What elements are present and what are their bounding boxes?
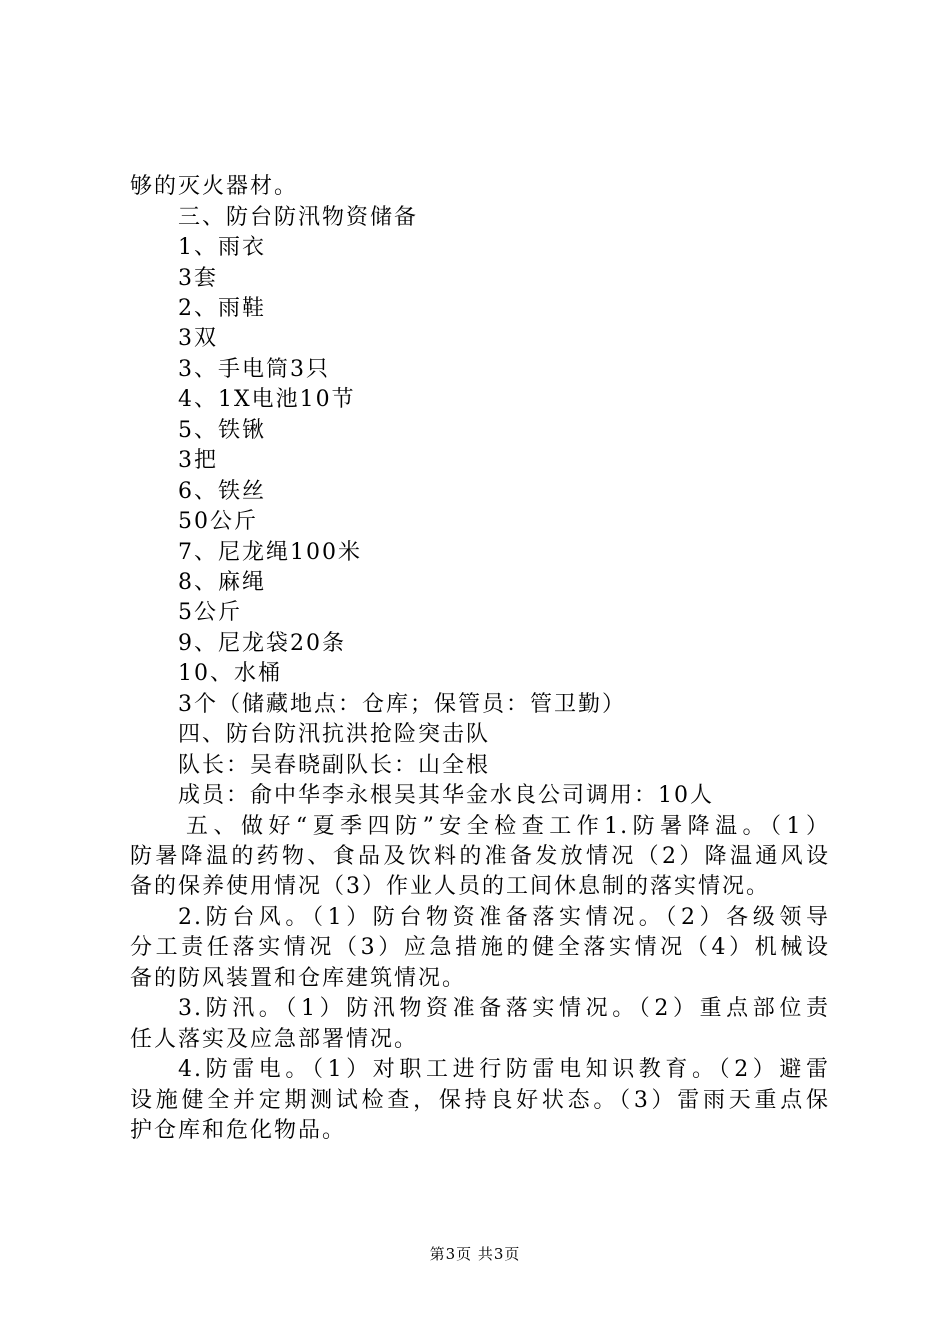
text-line: 2、雨鞋 — [178, 296, 266, 321]
text-line: 5、铁锹 — [178, 418, 266, 443]
text-line: 3把 — [178, 448, 218, 473]
text-line: 3.防汛。（1）防汛物资准备落实情况。（2）重点部位责 — [178, 996, 830, 1021]
text-line: 设施健全并定期测试检查，保持良好状态。（3）雷雨天重点保 — [130, 1088, 830, 1113]
text-line: 4.防雷电。（1）对职工进行防雷电知识教育。（2）避雷 — [178, 1057, 830, 1082]
page-footer: 第3页 共3页 — [429, 1245, 521, 1263]
text-line: 50公斤 — [178, 509, 258, 534]
text-line: 3套 — [178, 266, 218, 291]
text-line: 备的保养使用情况（3）作业人员的工间休息制的落实情况。 — [130, 874, 770, 899]
section-heading-3: 三、防台防汛物资储备 — [178, 205, 419, 230]
text-line: 1、雨衣 — [178, 235, 266, 260]
text-line: 8、麻绳 — [178, 570, 266, 595]
text-line: 队长：吴春晓副队长：山全根 — [178, 753, 491, 778]
text-line: 9、尼龙袋20条 — [178, 631, 346, 656]
section-heading-4: 四、防台防汛抗洪抢险突击队 — [178, 722, 491, 747]
text-line: 4、1X电池10节 — [178, 387, 356, 412]
text-line: 5公斤 — [178, 600, 242, 625]
text-line: 3、手电筒3只 — [178, 357, 330, 382]
text-line: 分工责任落实情况（3）应急措施的健全落实情况（4）机械设 — [130, 935, 830, 960]
text-line: 防暑降温的药物、食品及饮料的准备发放情况（2）降温通风设 — [130, 844, 830, 869]
text-line: 3双 — [178, 326, 218, 351]
text-line: 备的防风装置和仓库建筑情况。 — [130, 966, 467, 991]
section-heading-5: 五、做好“夏季四防”安全检查工作1.防暑降温。（1） — [186, 814, 830, 839]
text-line: 7、尼龙绳100米 — [178, 540, 362, 565]
text-line: 2.防台风。（1）防台物资准备落实情况。（2）各级领导 — [178, 905, 830, 930]
text-line: 够的灭火器材。 — [130, 174, 299, 199]
text-line: 3个（储藏地点：仓库；保管员：管卫勤） — [178, 692, 626, 717]
text-line: 任人落实及应急部署情况。 — [130, 1027, 419, 1052]
text-line: 成员：俞中华李永根吴其华金水良公司调用：10人 — [178, 783, 714, 808]
text-line: 6、铁丝 — [178, 479, 266, 504]
text-line: 10、水桶 — [178, 661, 282, 686]
text-line: 护仓库和危化物品。 — [130, 1118, 347, 1143]
